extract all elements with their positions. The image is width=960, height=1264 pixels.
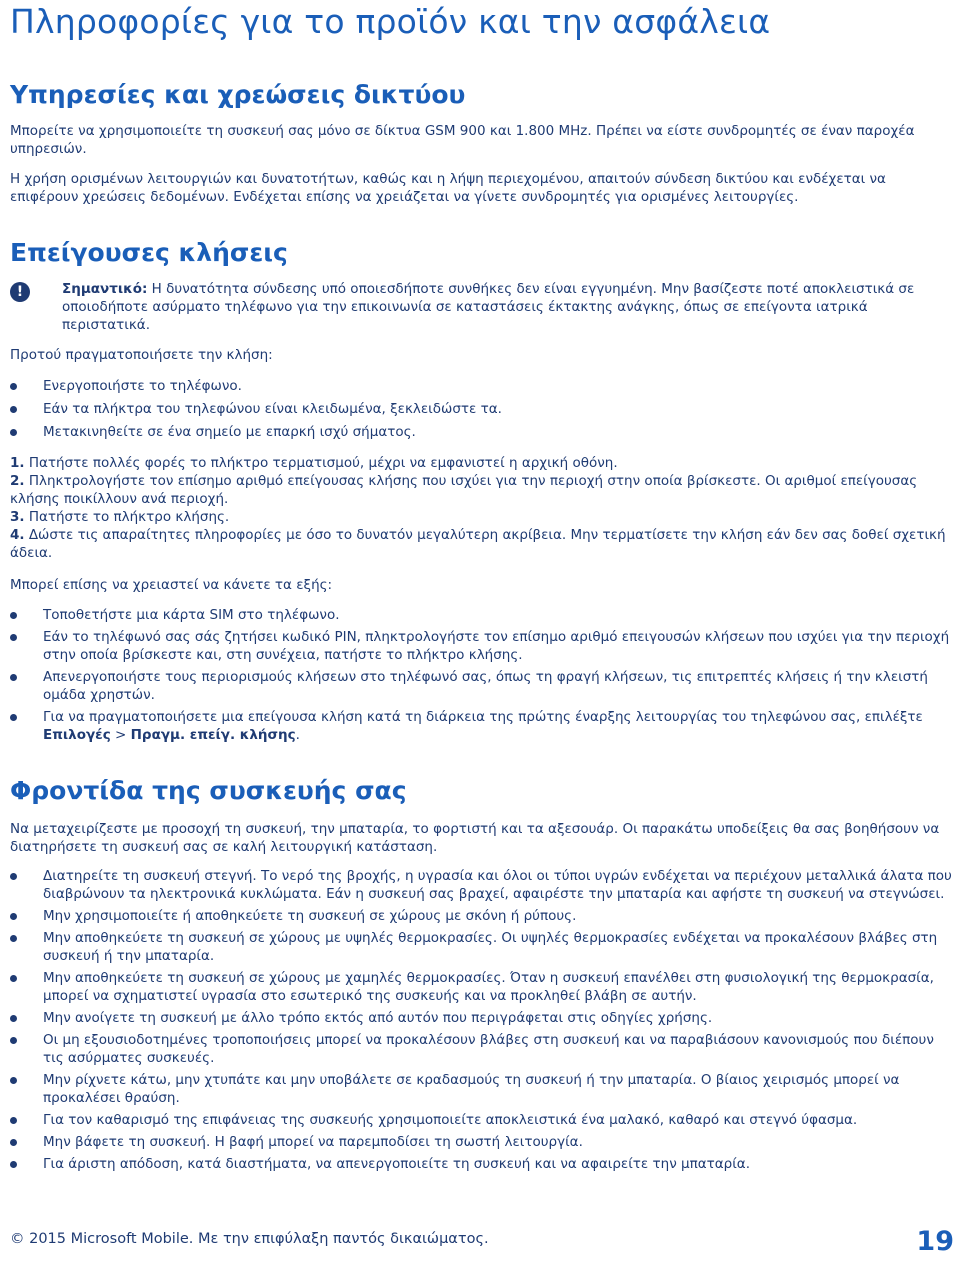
list-item: Μην ανοίγετε τη συσκευή με άλλο τρόπο εκτός από αυτόν που περιγράφεται στις οδηγίες χρήσης.: [10, 1009, 956, 1027]
also-intro: Μπορεί επίσης να χρειαστεί να κάνετε τα εξής:: [10, 577, 333, 593]
before-call-list: [10, 377, 956, 441]
list-item: Για τον καθαρισμό της επιφάνειας της συσκευής χρησιμοποιείτε αποκλειστικά ένα μαλακό, καθαρό και στεγνό ύφασμα.: [10, 1111, 956, 1129]
page-number: 19: [916, 1226, 954, 1257]
section-heading-emergency: Επείγουσες κλήσεις: [10, 238, 288, 267]
step-2: 2. Πληκτρολογήστε τον επίσημο αριθμό επείγουσας κλήσης που ισχύει για την περιοχή στην οποία βρίσκεστε. Οι αριθμοί επείγουσας κλήσης ποικίλλουν ανά περιοχή.: [10, 473, 918, 507]
also-list: [10, 606, 956, 744]
important-label: Σημαντικό:: [62, 281, 148, 297]
step-3: 3. Πατήστε το πλήκτρο κλήσης.: [10, 509, 230, 525]
list-item: Για να πραγματοποιήσετε μια επείγουσα κλήση κατά τη διάρκεια της πρώτης έναρξης λειτουργίας του τηλεφώνου σας, επιλέξτε Επιλογές > Πραγμ. επείγ. κλήσης.: [10, 708, 956, 744]
before-call-intro: Προτού πραγματοποιήσετε την κλήση:: [10, 347, 273, 363]
care-list: [10, 867, 956, 1173]
care-intro: Να μεταχειρίζεστε με προσοχή τη συσκευή, την μπαταρία, το φορτιστή και τα αξεσουάρ. Οι παρακάτω υποδείξεις θα σας βοηθήσουν να διατηρήσετε τη συσκευή σας σε καλή λειτουργική κατάσταση.: [10, 821, 940, 855]
list-item: Εάν το τηλέφωνό σας σάς ζητήσει κωδικό PIN, πληκτρολογήστε τον επίσημο αριθμό επειγουσών κλήσεων που ισχύει για την περιοχή στην οποία βρίσκεστε και, στη συνέχεια, πατήστε το πλήκτρο κλήσης.: [10, 628, 956, 664]
network-paragraph-1: Μπορείτε να χρησιμοποιείτε τη συσκευή σας μόνο σε δίκτυα GSM 900 και 1.800 MHz. Πρέπει να είστε συνδρομητές σε έναν παροχέα υπηρεσιών.: [10, 123, 915, 157]
page-title: Πληροφορίες για το προϊόν και την ασφάλεια: [10, 2, 771, 41]
list-item: Τοποθετήστε μια κάρτα SIM στο τηλέφωνο.: [10, 606, 956, 624]
call-steps: [10, 454, 956, 562]
list-item: Μην αποθηκεύετε τη συσκευή σε χώρους με υψηλές θερμοκρασίες. Οι υψηλές θερμοκρασίες ενδέχεται να προκαλέσουν βλάβες στη συσκευή ή την μπαταρία.: [10, 929, 956, 965]
step-1: 1. Πατήστε πολλές φορές το πλήκτρο τερματισμού, μέχρι να εμφανιστεί η αρχική οθόνη.: [10, 455, 618, 471]
list-item: Ενεργοποιήστε το τηλέφωνο.: [10, 377, 956, 395]
list-item: Μην χρησιμοποιείτε ή αποθηκεύετε τη συσκευή σε χώρους με σκόνη ή ρύπους.: [10, 907, 956, 925]
network-paragraph-2: Η χρήση ορισμένων λειτουργιών και δυνατοτήτων, καθώς και η λήψη περιεχομένου, απαιτούν σύνδεση δικτύου και ενδέχεται να επιφέρουν χρεώσεις δεδομένων. Ενδέχεται επίσης να χρειάζεται να γίνετε συνδρομητές για ορισμένες λειτουργίες.: [10, 171, 886, 205]
important-text: Η δυνατότητα σύνδεσης υπό οποιεσδήποτε συνθήκες δεν είναι εγγυημένη. Μην βασίζεστε ποτέ αποκλειστικά σε οποιοδήποτε ασύρματο τηλέφωνο για την επικοινωνία σε καταστάσεις έκτακτης ανάγκης, όπως σε επείγοντα ιατρικά περιστατικά.: [62, 281, 915, 333]
copyright-footer: © 2015 Microsoft Mobile. Με την επιφύλαξη παντός δικαιώματος.: [10, 1231, 489, 1247]
emergency-call-menu-label: Πραγμ. επείγ. κλήσης: [130, 727, 296, 743]
step-4: 4. Δώστε τις απαραίτητες πληροφορίες με όσο το δυνατόν μεγαλύτερη ακρίβεια. Μην τερματίσετε την κλήση εάν δεν σας δοθεί σχετική άδεια.: [10, 527, 946, 561]
options-menu-label: Επιλογές: [43, 727, 111, 743]
list-item: Μην ρίχνετε κάτω, μην χτυπάτε και μην υποβάλετε σε κραδασμούς τη συσκευή ή την μπαταρία. Ο βίαιος χειρισμός μπορεί να προκαλέσει θραύση.: [10, 1071, 956, 1107]
list-item: Μην αποθηκεύετε τη συσκευή σε χώρους με χαμηλές θερμοκρασίες. Όταν η συσκευή επανέλθει στη φυσιολογική της θερμοκρασία, μπορεί να σχηματιστεί υγρασία στο εσωτερικό της συσκευής και να προκληθεί βλάβη σε αυτήν.: [10, 969, 956, 1005]
section-heading-network: Υπηρεσίες και χρεώσεις δικτύου: [10, 80, 466, 109]
important-note: [62, 280, 958, 334]
list-item: Εάν τα πλήκτρα του τηλεφώνου είναι κλειδωμένα, ξεκλειδώστε τα.: [10, 400, 956, 418]
list-item: Διατηρείτε τη συσκευή στεγνή. Το νερό της βροχής, η υγρασία και όλοι οι τύποι υγρών ενδέχεται να περιέχουν μεταλλικά άλατα που διαβρώνουν τα ηλεκτρονικά κυκλώματα. Εάν η συσκευή σας βραχεί, αφαιρέστε την μπαταρία και αφήστε τη συσκευή να στεγνώσει.: [10, 867, 956, 903]
list-item: Μην βάφετε τη συσκευή. Η βαφή μπορεί να παρεμποδίσει τη σωστή λειτουργία.: [10, 1133, 956, 1151]
list-item: Για άριστη απόδοση, κατά διαστήματα, να απενεργοποιείτε τη συσκευή και να αφαιρείτε την μπαταρία.: [10, 1155, 956, 1173]
list-item: Μετακινηθείτε σε ένα σημείο με επαρκή ισχύ σήματος.: [10, 423, 956, 441]
list-item: Απενεργοποιήστε τους περιορισμούς κλήσεων στο τηλέφωνό σας, όπως τη φραγή κλήσεων, τις επιτρεπτές κλήσεις ή την κλειστή ομάδα χρηστών.: [10, 668, 956, 704]
exclamation-icon: !: [10, 282, 30, 302]
list-item: Οι μη εξουσιοδοτημένες τροποποιήσεις μπορεί να προκαλέσουν βλάβες στη συσκευή και να παραβιάσουν κανονισμούς που διέπουν τις ασύρματες συσκευές.: [10, 1031, 956, 1067]
section-heading-care: Φροντίδα της συσκευής σας: [10, 776, 407, 805]
